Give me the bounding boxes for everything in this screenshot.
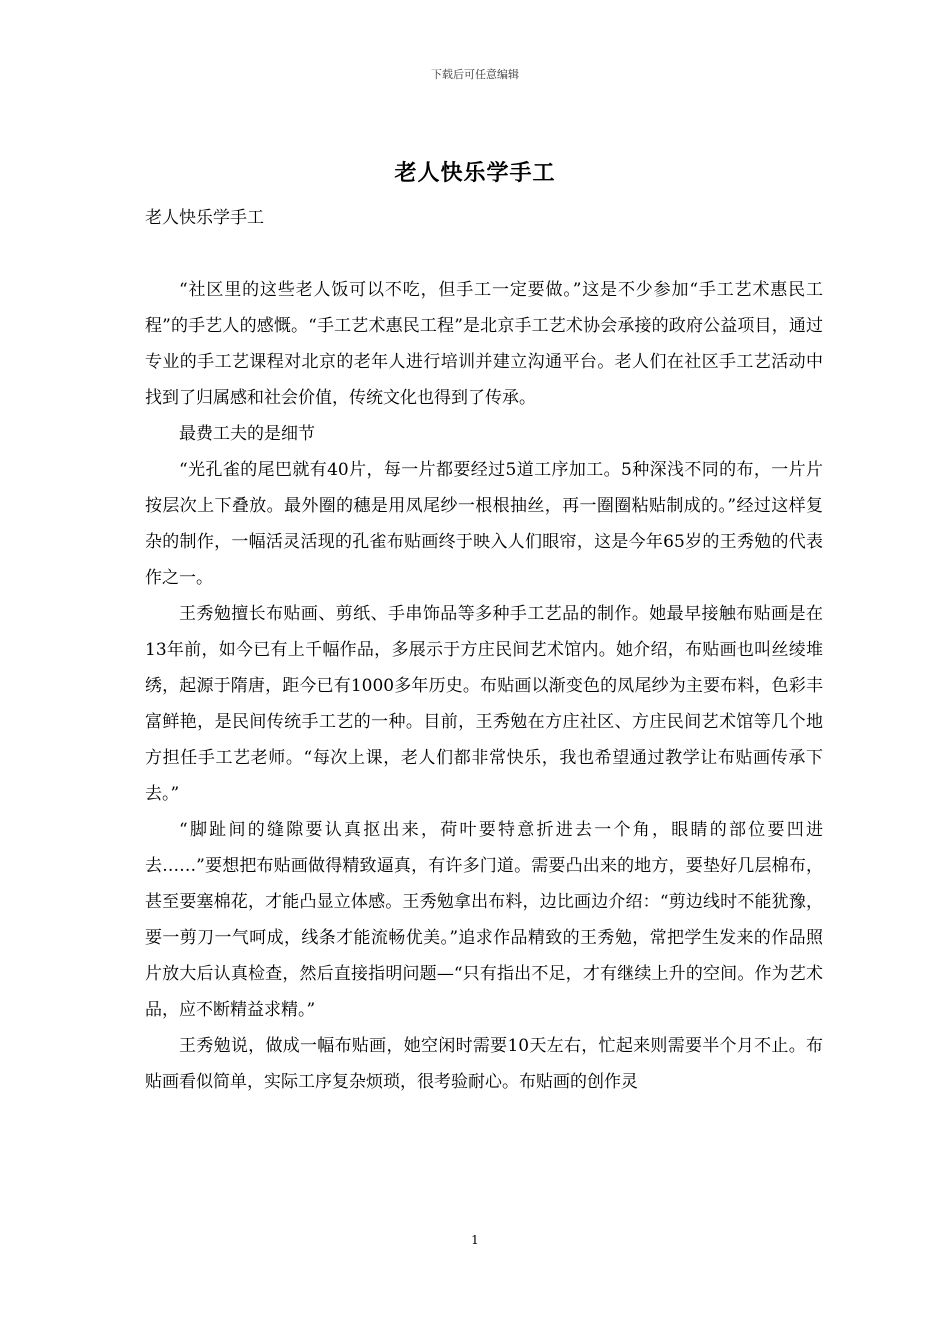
document-subtitle: 老人快乐学手工 [145, 208, 264, 228]
paragraph: “光孔雀的尾巴就有40片，每一片都要经过5道工序加工。5种深浅不同的布，一片片按层次上下叠放。最外圈的穗是用凤尾纱一根根抽丝，再一圈圈粘贴制成的。”经过这样复杂的制作，一幅活灵活现的孔雀布贴画终于映入人们眼帘，这是今年65岁的王秀勉的代表作之一。 [145, 460, 823, 588]
page-header: 下载后可任意编辑 [431, 68, 519, 81]
paragraph: 王秀勉说，做成一幅布贴画，她空闲时需要10天左右，忙起来则需要半个月不止。布贴画看似简单，实际工序复杂烦琐，很考验耐心。布贴画的创作灵 [145, 1036, 823, 1092]
page-number: 1 [471, 1233, 479, 1247]
section-heading: 最费工夫的是细节 [179, 424, 315, 444]
document-title: 老人快乐学手工 [394, 160, 556, 186]
document-body [145, 272, 823, 1100]
paragraph: “社区里的这些老人饭可以不吃，但手工一定要做。”这是不少参加“手工艺术惠民工程”的手艺人的感慨。“手工艺术惠民工程”是北京手工艺术协会承接的政府公益项目，通过专业的手工艺课程对北京的老年人进行培训并建立沟通平台。老人们在社区手工艺活动中找到了归属感和社会价值，传统文化也得到了传承。 [145, 280, 823, 408]
paragraph: 王秀勉擅长布贴画、剪纸、手串饰品等多种手工艺品的制作。她最早接触布贴画是在13年前，如今已有上千幅作品，多展示于方庄民间艺术馆内。她介绍，布贴画也叫丝绫堆绣，起源于隋唐，距今已有1000多年历史。布贴画以渐变色的凤尾纱为主要布料，色彩丰富鲜艳，是民间传统手工艺的一种。目前，王秀勉在方庄社区、方庄民间艺术馆等几个地方担任手工艺老师。“每次上课，老人们都非常快乐，我也希望通过教学让布贴画传承下去。” [145, 604, 823, 804]
paragraph: “脚趾间的缝隙要认真抠出来，荷叶要特意折进去一个角，眼睛的部位要凹进去……”要想把布贴画做得精致逼真，有许多门道。需要凸出来的地方，要垫好几层棉布，甚至要塞棉花，才能凸显立体感。王秀勉拿出布料，边比画边介绍：“剪边线时不能犹豫，要一剪刀一气呵成，线条才能流畅优美。”追求作品精致的王秀勉，常把学生发来的作品照片放大后认真检查，然后直接指明问题—“只有指出不足，才有继续上升的空间。作为艺术品，应不断精益求精。” [145, 820, 823, 1020]
